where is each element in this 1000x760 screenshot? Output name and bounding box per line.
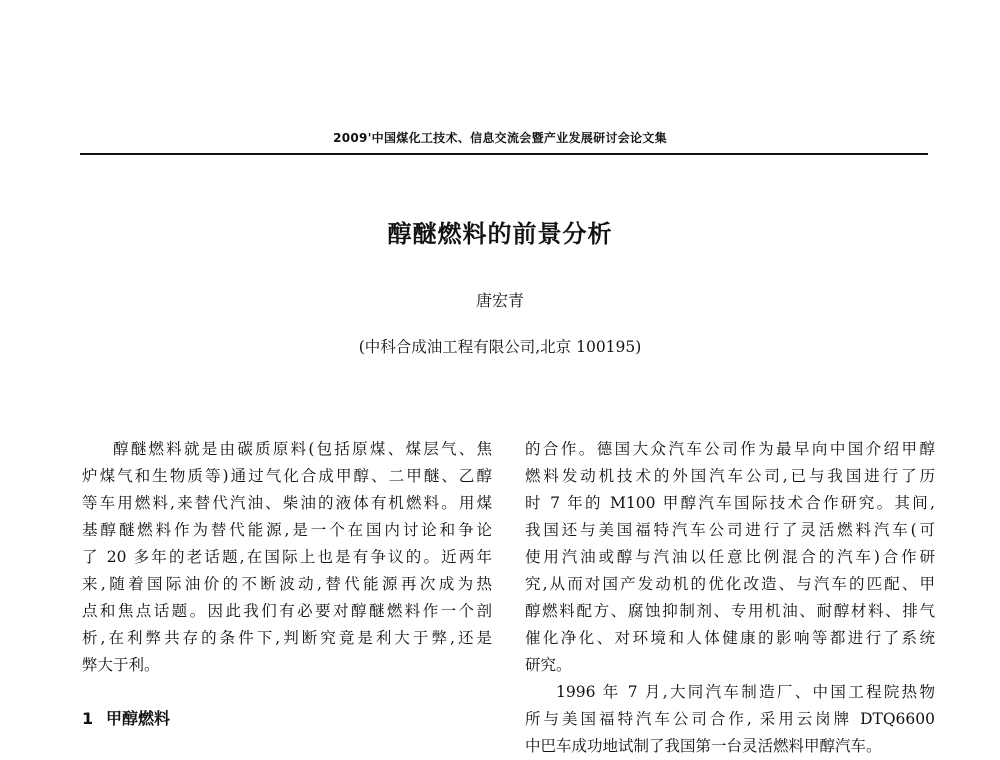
left-column: [82, 436, 492, 679]
section-title: 甲醇燃料: [106, 709, 171, 728]
body-line: 时 7 年的 M100 甲醇汽车国际技术合作研究。其间,: [525, 494, 935, 512]
body-line: 1996 年 7 月,大同汽车制造厂、中国工程院热物: [556, 683, 935, 701]
right-column: [525, 436, 935, 760]
section-heading: [82, 706, 170, 729]
running-header: 2009'中国煤化工技术、信息交流会暨产业发展研讨会论文集: [333, 131, 667, 145]
body-line: 燃料发动机技术的外国汽车公司,已与我国进行了历: [525, 467, 935, 485]
body-line: 中巴车成功地试制了我国第一台灵活燃料甲醇汽车。: [525, 737, 882, 755]
body-line: 析,在利弊共存的条件下,判断究竟是利大于弊,还是: [82, 629, 492, 647]
header-rule: [80, 153, 928, 155]
author-name: 唐宏青: [475, 291, 524, 310]
body-line: 了 20 多年的老话题,在国际上也是有争议的。近两年: [82, 548, 492, 566]
body-line: 点和焦点话题。因此我们有必要对醇醚燃料作一个剖: [82, 602, 492, 620]
body-line: 醇燃料配方、腐蚀抑制剂、专用机油、耐醇材料、排气: [525, 602, 935, 620]
body-line: 研究。: [525, 656, 572, 674]
body-line: 弊大于利。: [82, 656, 160, 674]
author-affiliation: (中科合成油工程有限公司,北京 100195): [358, 338, 642, 356]
body-line: 我国还与美国福特汽车公司进行了灵活燃料汽车(可: [525, 521, 935, 539]
body-line: 等车用燃料,来替代汽油、柴油的液体有机燃料。用煤: [82, 494, 492, 512]
body-line: 醇醚燃料就是由碳质原料(包括原煤、煤层气、焦: [113, 440, 492, 458]
section-number: 1: [82, 709, 94, 728]
body-line: 炉煤气和生物质等)通过气化合成甲醇、二甲醚、乙醇: [82, 467, 492, 485]
paper-title: 醇醚燃料的前景分析: [387, 220, 613, 248]
body-line: 使用汽油或醇与汽油以任意比例混合的汽车)合作研: [525, 548, 935, 566]
body-line: 的合作。德国大众汽车公司作为最早向中国介绍甲醇: [525, 440, 935, 458]
body-line: 基醇醚燃料作为替代能源,是一个在国内讨论和争论: [82, 521, 492, 539]
body-line: 来,随着国际油价的不断波动,替代能源再次成为热: [82, 575, 492, 593]
body-line: 催化净化、对环境和人体健康的影响等都进行了系统: [525, 629, 935, 647]
body-line: 究,从而对国产发动机的优化改造、与汽车的匹配、甲: [525, 575, 935, 593]
body-line: 所与美国福特汽车公司合作, 采用云岗牌 DTQ6600: [525, 710, 935, 728]
